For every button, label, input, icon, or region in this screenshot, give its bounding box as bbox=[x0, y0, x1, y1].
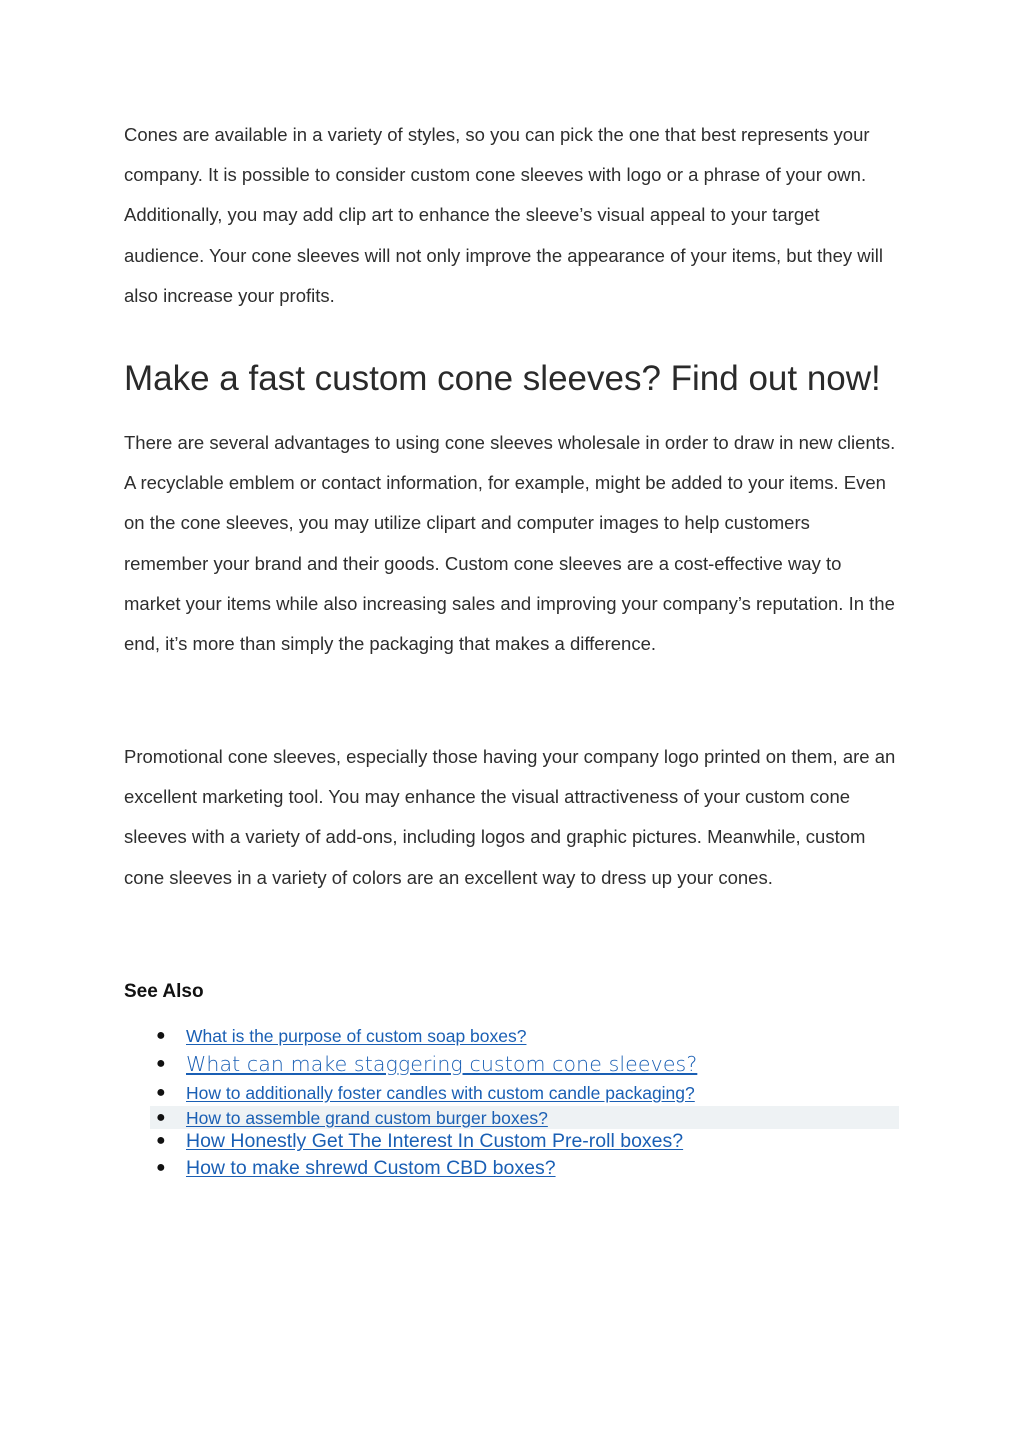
bullet-icon: ● bbox=[156, 1132, 166, 1149]
body-paragraph-promotional: Promotional cone sleeves, especially those having your company logo printed on them, are an excellent marketing tool. You may enhance the visual attractiveness of your custom cone sleeves with a variety of add-ons, including logos and graphic pictures. Meanwhile, custom cone sleeves in a variety of colors are an excellent way to dress up your cones. bbox=[124, 746, 896, 888]
link-candle-packaging[interactable]: How to additionally foster candles with custom candle packaging? bbox=[186, 1083, 695, 1103]
section-heading: Make a fast custom cone sleeves? Find out now! bbox=[124, 359, 881, 398]
link-cone-sleeves[interactable]: What can make staggering custom cone sleeves? bbox=[186, 1052, 698, 1076]
bullet-icon: ● bbox=[156, 1109, 166, 1126]
link-pre-roll-boxes[interactable]: How Honestly Get The Interest In Custom Pre-roll boxes? bbox=[186, 1130, 684, 1152]
bullet-icon: ● bbox=[156, 1027, 166, 1044]
body-paragraph-advantages: There are several advantages to using cone sleeves wholesale in order to draw in new clients. A recyclable emblem or contact information, for example, might be added to your items. Even on the cone sleeves, you may utilize clipart and computer images to help customers remember your brand and their goods. Custom cone sleeves are a cost-effective way to market your items while also increasing sales and improving your company’s reputation. In the end, it’s more than simply the packaging that makes a difference. bbox=[124, 432, 896, 655]
see-also-title: See Also bbox=[124, 981, 204, 1002]
bullet-icon: ● bbox=[156, 1159, 166, 1176]
body-paragraph-styles: Cones are available in a variety of styles, so you can pick the one that best represents your company. It is possible to consider custom cone sleeves with logo or a phrase of your own. Additionally, you may add clip art to enhance the sleeve’s visual appeal to your target audience. Your cone sleeves will not only improve the appearance of your items, but they will also increase your profits. bbox=[124, 124, 883, 306]
link-burger-boxes[interactable]: How to assemble grand custom burger boxes? bbox=[186, 1108, 548, 1128]
link-soap-boxes[interactable]: What is the purpose of custom soap boxes? bbox=[186, 1026, 527, 1046]
bullet-icon: ● bbox=[156, 1055, 166, 1072]
link-cbd-boxes[interactable]: How to make shrewd Custom CBD boxes? bbox=[186, 1157, 556, 1179]
bullet-icon: ● bbox=[156, 1084, 166, 1101]
